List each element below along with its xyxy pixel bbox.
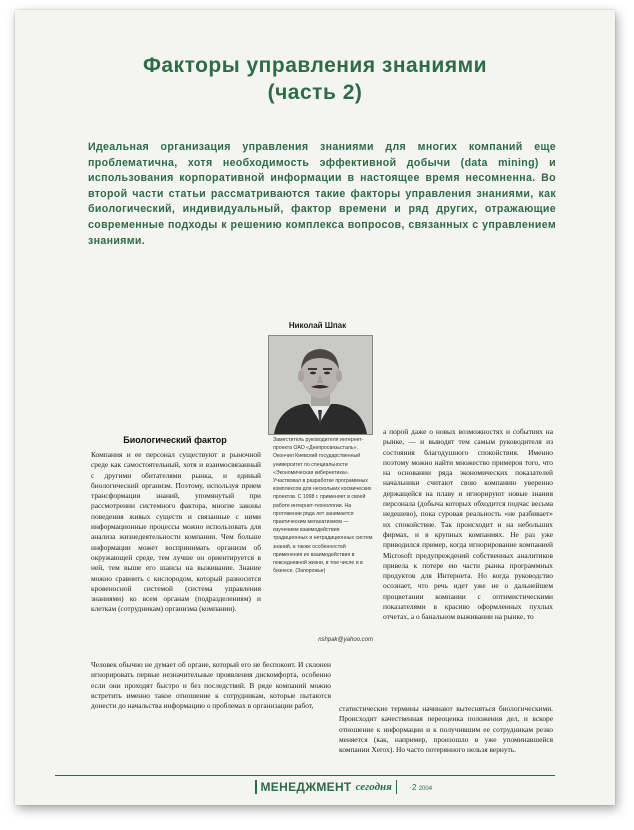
column-right-bottom-text: статистические термины начинают вытесняться биологическими. Происходит качественная переоценка положения дел, и вскоре отношение к информации и к получившим ее сотрудникам резко меняется (как, например, произошло в уже упоминавшейся компании Xerox). Но часто потерянного нельзя вернуть. (339, 704, 553, 755)
article-lead: Идеальная организация управления знаниями для многих компаний еще проблематична, хотя необходимость эффективной добычи (data mining) и использования корпоративной информации в настоящее время несомненна. Во второй части статьи рассматриваются такие факторы управления знаниями, как биологический, индивидуальный, фактор времени и ряд других, отражающие современные подходы к решению комплекса вопросов, связанных с управлением знаниями. (88, 141, 556, 247)
title-line-2: (часть 2) (267, 81, 363, 104)
issue-number (409, 783, 432, 792)
magazine-brand: МЕНЕДЖМЕНТ (260, 780, 352, 794)
author-name: Николай Шпак (288, 321, 347, 330)
magazine-page (15, 10, 615, 805)
issue-label: ·2 (409, 782, 417, 792)
author-bio: Заместитель руководителя интернет-проекта ОАО «Днепросвязьсталь». Окончил Киевский государственный университет по специальности «Экономическая кибернетика». Участвовал в разработке программных комплексов для нескольких космических проектов. С 1998 г. применяет в своей работе интернет-технологии. На протяжении ряда лет занимается практическим меганатизмом — изучением взаимодействия традиционных и нетрадиционных систем знаний, а также особенностей применения их взаимодействия в повседневной жизни, в том числе и в бизнесе. (Запорожье) (273, 437, 373, 575)
footer-rule (55, 775, 555, 776)
column-left-text: Компания и ее персонал существуют в рыночной среде как самостоятельный, хотя и взаимосвязанный с другими обитателями рынка, и единый биологический организм. Поэтому, используя прием трансформации знаний, упомянутый при рассмотрении системного фактора, многие законы поведения живых существ и связанные с ними информационные процессы можно использовать для анализа жизнедеятельности компании. Чем больше информации может воспринимать организм об окружающей среде, тем лучше он ориентируется в ней, тем выше его шансы на выживание. Знание можно сравнить с кислородом, который разносится кровеносной системой (система управления знаниями) ко всем органам (подразделениям) и клеткам (сотрудникам) организма (компании). (91, 450, 261, 614)
footer-divider (255, 780, 257, 794)
author-portrait-image (269, 336, 372, 434)
author-photo (268, 335, 373, 435)
page-footer (255, 777, 432, 797)
section-heading: Биологический фактор (123, 435, 227, 445)
article-title (15, 52, 615, 106)
author-email[interactable]: nshpak@yahoo.com (318, 637, 373, 643)
column-right-text: а порой даже о новых возможностях и событиях на рынке, — и выводят тем самым руководителя из состояния благодушного спокойствия. Именно поэтому можно найти множество примеров того, что на основании ряда экономических показателей начальники считают свою компанию уверенно держащейся на плаву и игнорируют новые знания персонала (добыча которых обходится подчас весьма недешево), пока суровая реальность «не разбивает» их спокойствие. Так происходит и на небольших фирмах, и в крупных компаниях. Не раз уже приводился пример, когда игнорирование компанией Microsoft предупреждений собственных аналитиков привела к потере ею части рынка программных продуктов для Интернета. Но когда руководство осознает, что речь идет уже не о дальнейшем процветании компании с оптимистическими показателями в красиво оформленных пухлых отчетах, а о банальном выживании на рынке, то (383, 427, 553, 622)
column-left-bottom-text: Человек обычно не думает об органе, который его не беспокоит. И склонен игнорировать первые незначительные проявления дискомфорта, особенно если они проходят быстро и без последствий. В ряде компаний можно встретить именно такое отношение к сотрудникам, которые пытаются донести до начальства информацию о проблемах в организации работ, (91, 660, 331, 711)
title-line-1: Факторы управления знаниями (142, 54, 488, 77)
magazine-brand-sub: сегодня (355, 781, 392, 793)
footer-divider-2 (396, 780, 398, 794)
issue-year: 2004 (418, 785, 433, 792)
